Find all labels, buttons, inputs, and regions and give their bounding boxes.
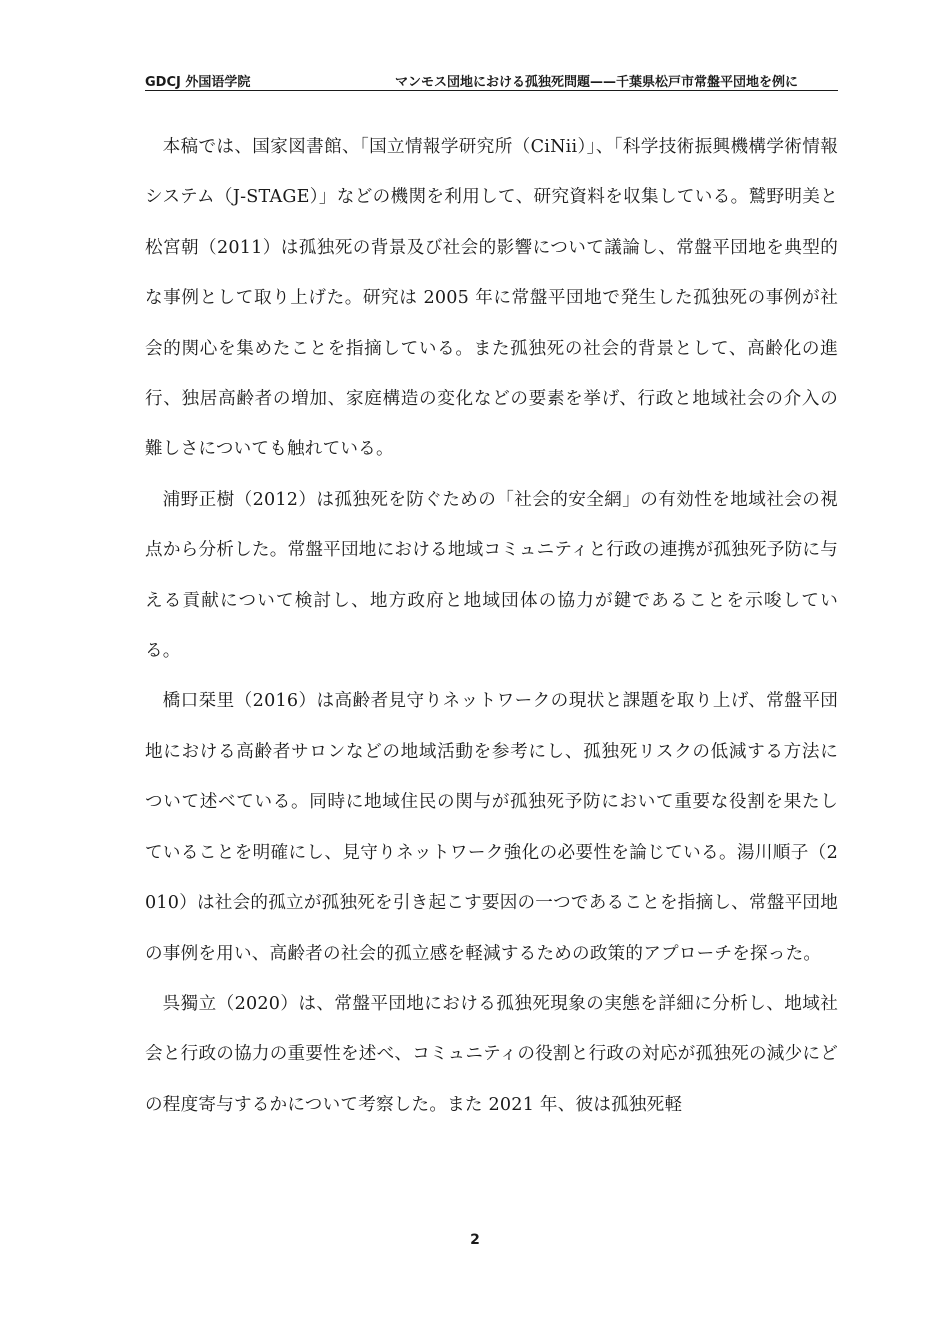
paragraph: 呉獨立（2020）は、常盤平団地における孤独死現象の実態を詳細に分析し、地域社会と行政の協力の重要性を述べ、コミュニティの役割と行政の対応が孤独死の減少にどの程度寄与するかについて考察した。また 2021 年、彼は孤独死軽 <box>145 993 838 1115</box>
paragraph: 橋口栞里（2016）は高齢者見守りネットワークの現状と課題を取り上げ、常盤平団地における高齢者サロンなどの地域活動を参考にし、孤独死リスクの低減する方法について述べている。同時に地域住民の関与が孤独死予防において重要な役割を果たしていることを明確にし、見守りネットワーク強化の必要性を論じている。湯川順子（2010）は社会的孤立が孤独死を引き起こす要因の一つであることを指摘し、常盤平団地の事例を用い、高齢者の社会的孤立感を軽減するための政策的アプローチを探った。 <box>145 691 838 964</box>
header-paper-title: マンモス団地における孤独死問題——千葉県松戸市常盤平団地を例に <box>394 75 798 90</box>
page-number: 2 <box>470 1232 480 1248</box>
running-header <box>145 68 838 91</box>
paragraph: 本稿では、国家図書館、「国立情報学研究所（CiNii）」、「科学技術振興機構学術情報システム（J-STAGE）」などの機関を利用して、研究資料を収集している。鷲野明美と松宮朝（2011）は孤独死の背景及び社会的影響について議論し、常盤平団地を典型的な事例として取り上げた。研究は 2005 年に常盤平団地で発生した孤独死の事例が社会的関心を集めたことを指摘している。また孤独死の社会的背景として、高齢化の進行、独居高齢者の増加、家庭構造の変化などの要素を挙げ、行政と地域社会の介入の難しさについても触れている。 <box>145 137 838 460</box>
paragraph: 浦野正樹（2012）は孤独死を防ぐための「社会的安全網」の有効性を地域社会の視点から分析した。常盤平団地における地域コミュニティと行政の連携が孤独死予防に与える貢献について検討し、地方政府と地域団体の協力が鍵であることを示唆している。 <box>145 489 838 662</box>
body-text <box>145 122 838 1130</box>
header-institution: GDCJ 外国语学院 <box>145 75 251 90</box>
